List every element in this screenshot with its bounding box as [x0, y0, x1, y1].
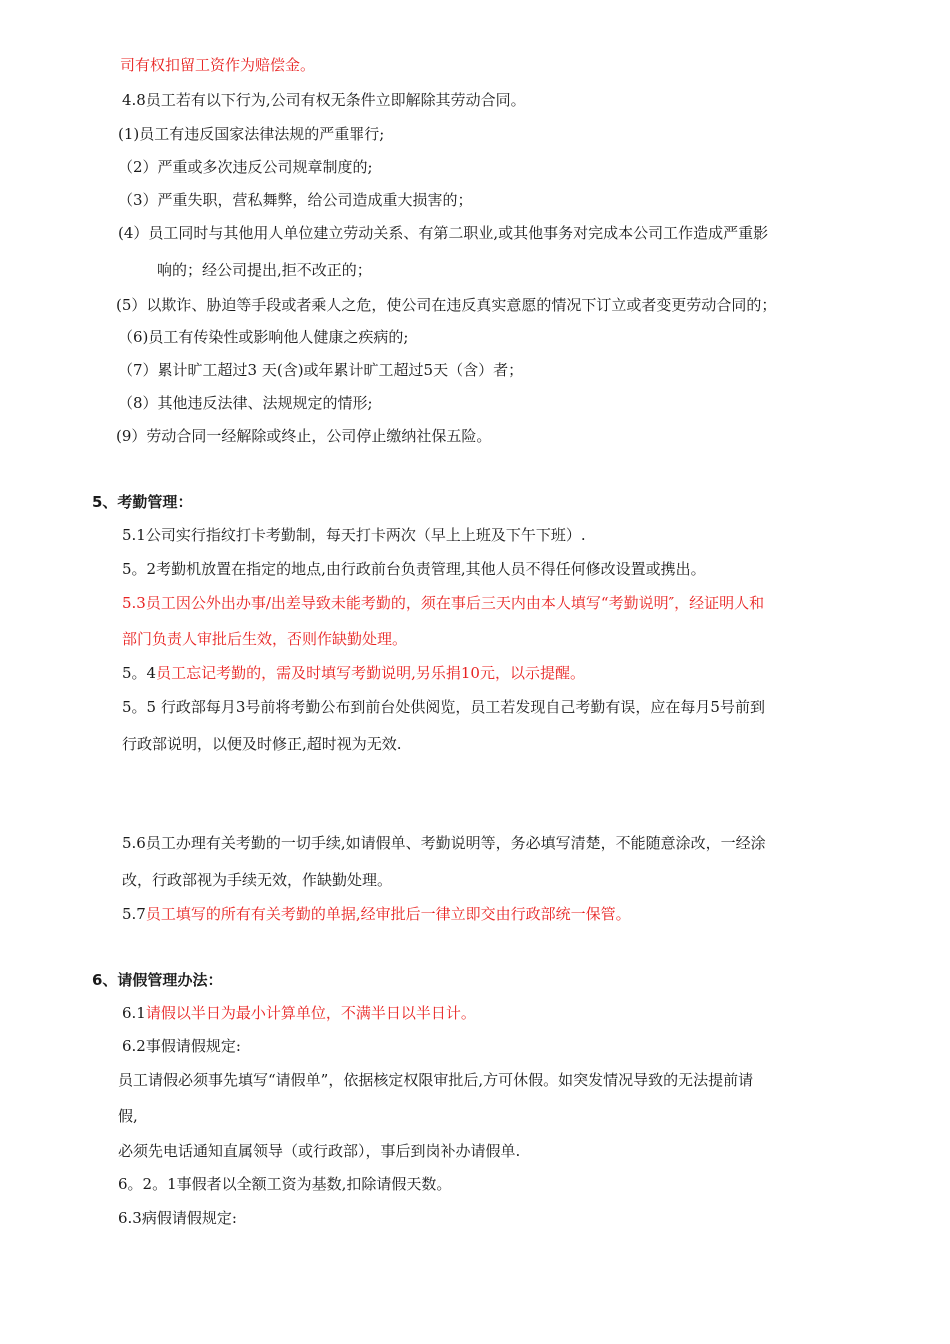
clause-6-1-number: 6.1 — [122, 1004, 146, 1022]
clause-4-8-item-2: （2）严重或多次违反公司规章制度的; — [118, 158, 373, 176]
clause-4-8-item-4: (4）员工同时与其他用人单位建立劳动关系、有第二职业,或其他事务对完成本公司工作造成严重影 — [118, 224, 769, 242]
clause-4-8-item-5: (5）以欺诈、胁迫等手段或者乘人之危，使公司在违反真实意愿的情况下订立或者变更劳动合同的； — [116, 296, 777, 314]
clause-5-5-cont: 行政部说明，以便及时修正,超时视为无效. — [122, 735, 402, 753]
clause-4-8: 4.8员工若有以下行为,公司有权无条件立即解除其劳动合同。 — [122, 91, 526, 109]
clause-4-8-item-7: （7）累计旷工超过3 天(含)或年累计旷工超过5天（含）者； — [118, 361, 524, 379]
clause-6-2-text-cont: 假, — [118, 1107, 138, 1125]
clause-5-6: 5.6员工办理有关考勤的一切手续,如请假单、考勤说明等，务必填写清楚，不能随意涂改，一经涂 — [122, 834, 766, 852]
clause-6-2-text: 员工请假必须事先填写“请假单”，依据核定权限审批后,方可休假。如突发情况导致的无法提前请 — [118, 1071, 754, 1089]
clause-4-8-item-4-cont: 响的；经公司提出,拒不改正的； — [157, 261, 372, 279]
clause-6-3: 6.3病假请假规定: — [118, 1209, 237, 1227]
clause-6-2-notice: 必须先电话通知直属领导（或行政部），事后到岗补办请假单. — [118, 1142, 521, 1160]
clause-5-1: 5.1公司实行指纹打卡考勤制，每天打卡两次（早上上班及下午下班）. — [122, 526, 586, 544]
clause-5-4 — [122, 663, 585, 683]
clause-5-3: 5.3员工因公外出办事/出差导致未能考勤的，须在事后三天内由本人填写“考勤说明″，经证明人和 — [122, 594, 765, 612]
clause-5-7-text: 员工填写的所有有关考勤的单据,经审批后一律立即交由行政部统一保管。 — [145, 905, 631, 923]
clause-4-7-continuation: 司有权扣留工资作为赔偿金。 — [120, 56, 316, 74]
clause-5-6-cont: 改，行政部视为手续无效，作缺勤处理。 — [122, 871, 393, 889]
clause-5-5: 5。5 行政部每月3号前将考勤公布到前台处供阅览，员工若发现自己考勤有误，应在每月5号前到 — [122, 698, 765, 716]
section-5-heading: 5、考勤管理： — [92, 493, 193, 511]
clause-6-1-text: 请假以半日为最小计算单位，不满半日以半日计。 — [145, 1004, 476, 1022]
clause-5-7-number: 5.7 — [122, 905, 146, 923]
clause-5-7 — [122, 904, 631, 924]
clause-5-2: 5。2考勤机放置在指定的地点,由行政前台负责管理,其他人员不得任何修改设置或携出。 — [122, 560, 706, 578]
clause-5-3-cont: 部门负责人审批后生效，否则作缺勤处理。 — [122, 630, 408, 648]
clause-6-2: 6.2事假请假规定: — [122, 1037, 241, 1055]
clause-4-8-item-6: （6)员工有传染性或影响他人健康之疾病的; — [118, 328, 409, 346]
clause-4-8-item-3: （3）严重失职，营私舞弊，给公司造成重大损害的； — [118, 191, 473, 209]
clause-6-2-1: 6。2。1事假者以全额工资为基数,扣除请假天数。 — [118, 1175, 452, 1193]
clause-5-4-text: 员工忘记考勤的，需及时填写考勤说明,另乐捐10元，以示提醒。 — [156, 664, 585, 682]
clause-6-1 — [122, 1003, 476, 1023]
clause-4-8-item-9: (9）劳动合同一经解除或终止，公司停止缴纳社保五险。 — [116, 427, 492, 445]
clause-4-8-item-1: (1)员工有违反国家法律法规的严重罪行; — [118, 125, 385, 143]
section-6-heading: 6、请假管理办法： — [92, 971, 223, 989]
clause-4-8-item-8: （8）其他违反法律、法规规定的情形; — [118, 394, 373, 412]
clause-5-4-number: 5。4 — [122, 664, 157, 682]
